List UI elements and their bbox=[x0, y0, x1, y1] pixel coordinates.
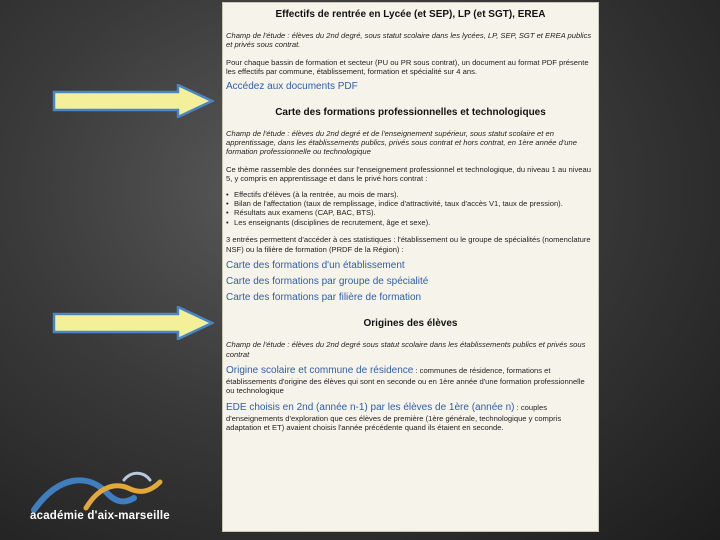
list-item: • Les enseignants (disciplines de recrutement, âge et sexe). bbox=[226, 218, 595, 227]
description-text-1: Pour chaque bassin de formation et secteur (PU ou PR sous contrat), un document au format PDF présente les effectifs par commune, établissement, formation et spécialité sur 4 ans. bbox=[226, 57, 589, 77]
academie-logo-text: académie d'aix-marseille bbox=[30, 510, 170, 522]
scope-text-2: Champ de l'étude : élèves du 2nd degré et de l'enseignement supérieur, sous statut scolaire et en apprentissage, dans les établissements publics, privés sous contrat et hors contrat, en 1ère année d'une formation professionnelle ou technologique bbox=[226, 128, 577, 157]
section-title-carte: Carte des formations professionnelles et technologiques bbox=[275, 106, 546, 118]
link-pdf-documents[interactable]: Accédez aux documents PDF bbox=[226, 80, 358, 92]
list-item: • Résultats aux examens (CAP, BAC, BTS). bbox=[226, 208, 595, 217]
scope-text-1: Champ de l'étude : élèves du 2nd degré, sous statut scolaire dans les lycées, LP, SEP, SGT et EREA publics et privés sous contrat. bbox=[226, 31, 592, 50]
ede-description: : couples d'enseignements d'exploration que ces élèves de première (1ère générale, technologique y compris adaptation et ET) avaient choisis l'année précédente quand ils étaient en seconde. bbox=[226, 402, 562, 433]
origine-paragraph bbox=[226, 365, 595, 396]
section-title-effectifs: Effectifs de rentrée en Lycée (et SEP), LP (et SGT), EREA bbox=[275, 9, 546, 20]
link-origine-scolaire[interactable]: Origine scolaire et commune de résidence bbox=[226, 364, 414, 376]
arrow-pointer-1 bbox=[52, 84, 214, 118]
ede-paragraph bbox=[226, 402, 595, 433]
arrow-pointer-2 bbox=[52, 306, 214, 340]
link-carte-etablissement[interactable]: Carte des formations d'un établissement bbox=[226, 260, 405, 272]
description-text-3: 3 entrées permettent d'accéder à ces statistiques : l'établissement ou le groupe de spécialités (nomenclature NSF) ou la filière de formation (PRDF de la Région) : bbox=[226, 235, 591, 254]
section-title-origines: Origines des élèves bbox=[363, 318, 458, 330]
origine-description: : communes de résidence, formations et établissements d'origine des élèves qui sont en seconde ou en 1ère année d'une formation professionnelle ou technologique bbox=[226, 365, 585, 396]
link-carte-filiere[interactable]: Carte des formations par filière de formation bbox=[226, 292, 422, 304]
scope-text-3: Champ de l'étude : élèves du 2nd degré sous statut scolaire dans les établissements publics et privés sous contrat bbox=[226, 340, 586, 359]
description-text-2: Ce thème rassemble des données sur l'enseignement professionnel et technologique, du niveau 1 au niveau 5, y compris en apprentissage et dans le privé hors contrat : bbox=[226, 164, 591, 184]
document-panel bbox=[222, 2, 599, 532]
list-item: • Effectifs d'élèves (à la rentrée, au mois de mars). bbox=[226, 190, 595, 199]
link-ede-choisis[interactable]: EDE choisis en 2nd (année n-1) par les élèves de 1ère (année n) bbox=[226, 401, 515, 413]
list-item: • Bilan de l'affectation (taux de remplissage, indice d'attractivité, taux d'accès V1, taux de pression). bbox=[226, 199, 595, 208]
link-carte-specialite[interactable]: Carte des formations par groupe de spécialité bbox=[226, 276, 429, 288]
